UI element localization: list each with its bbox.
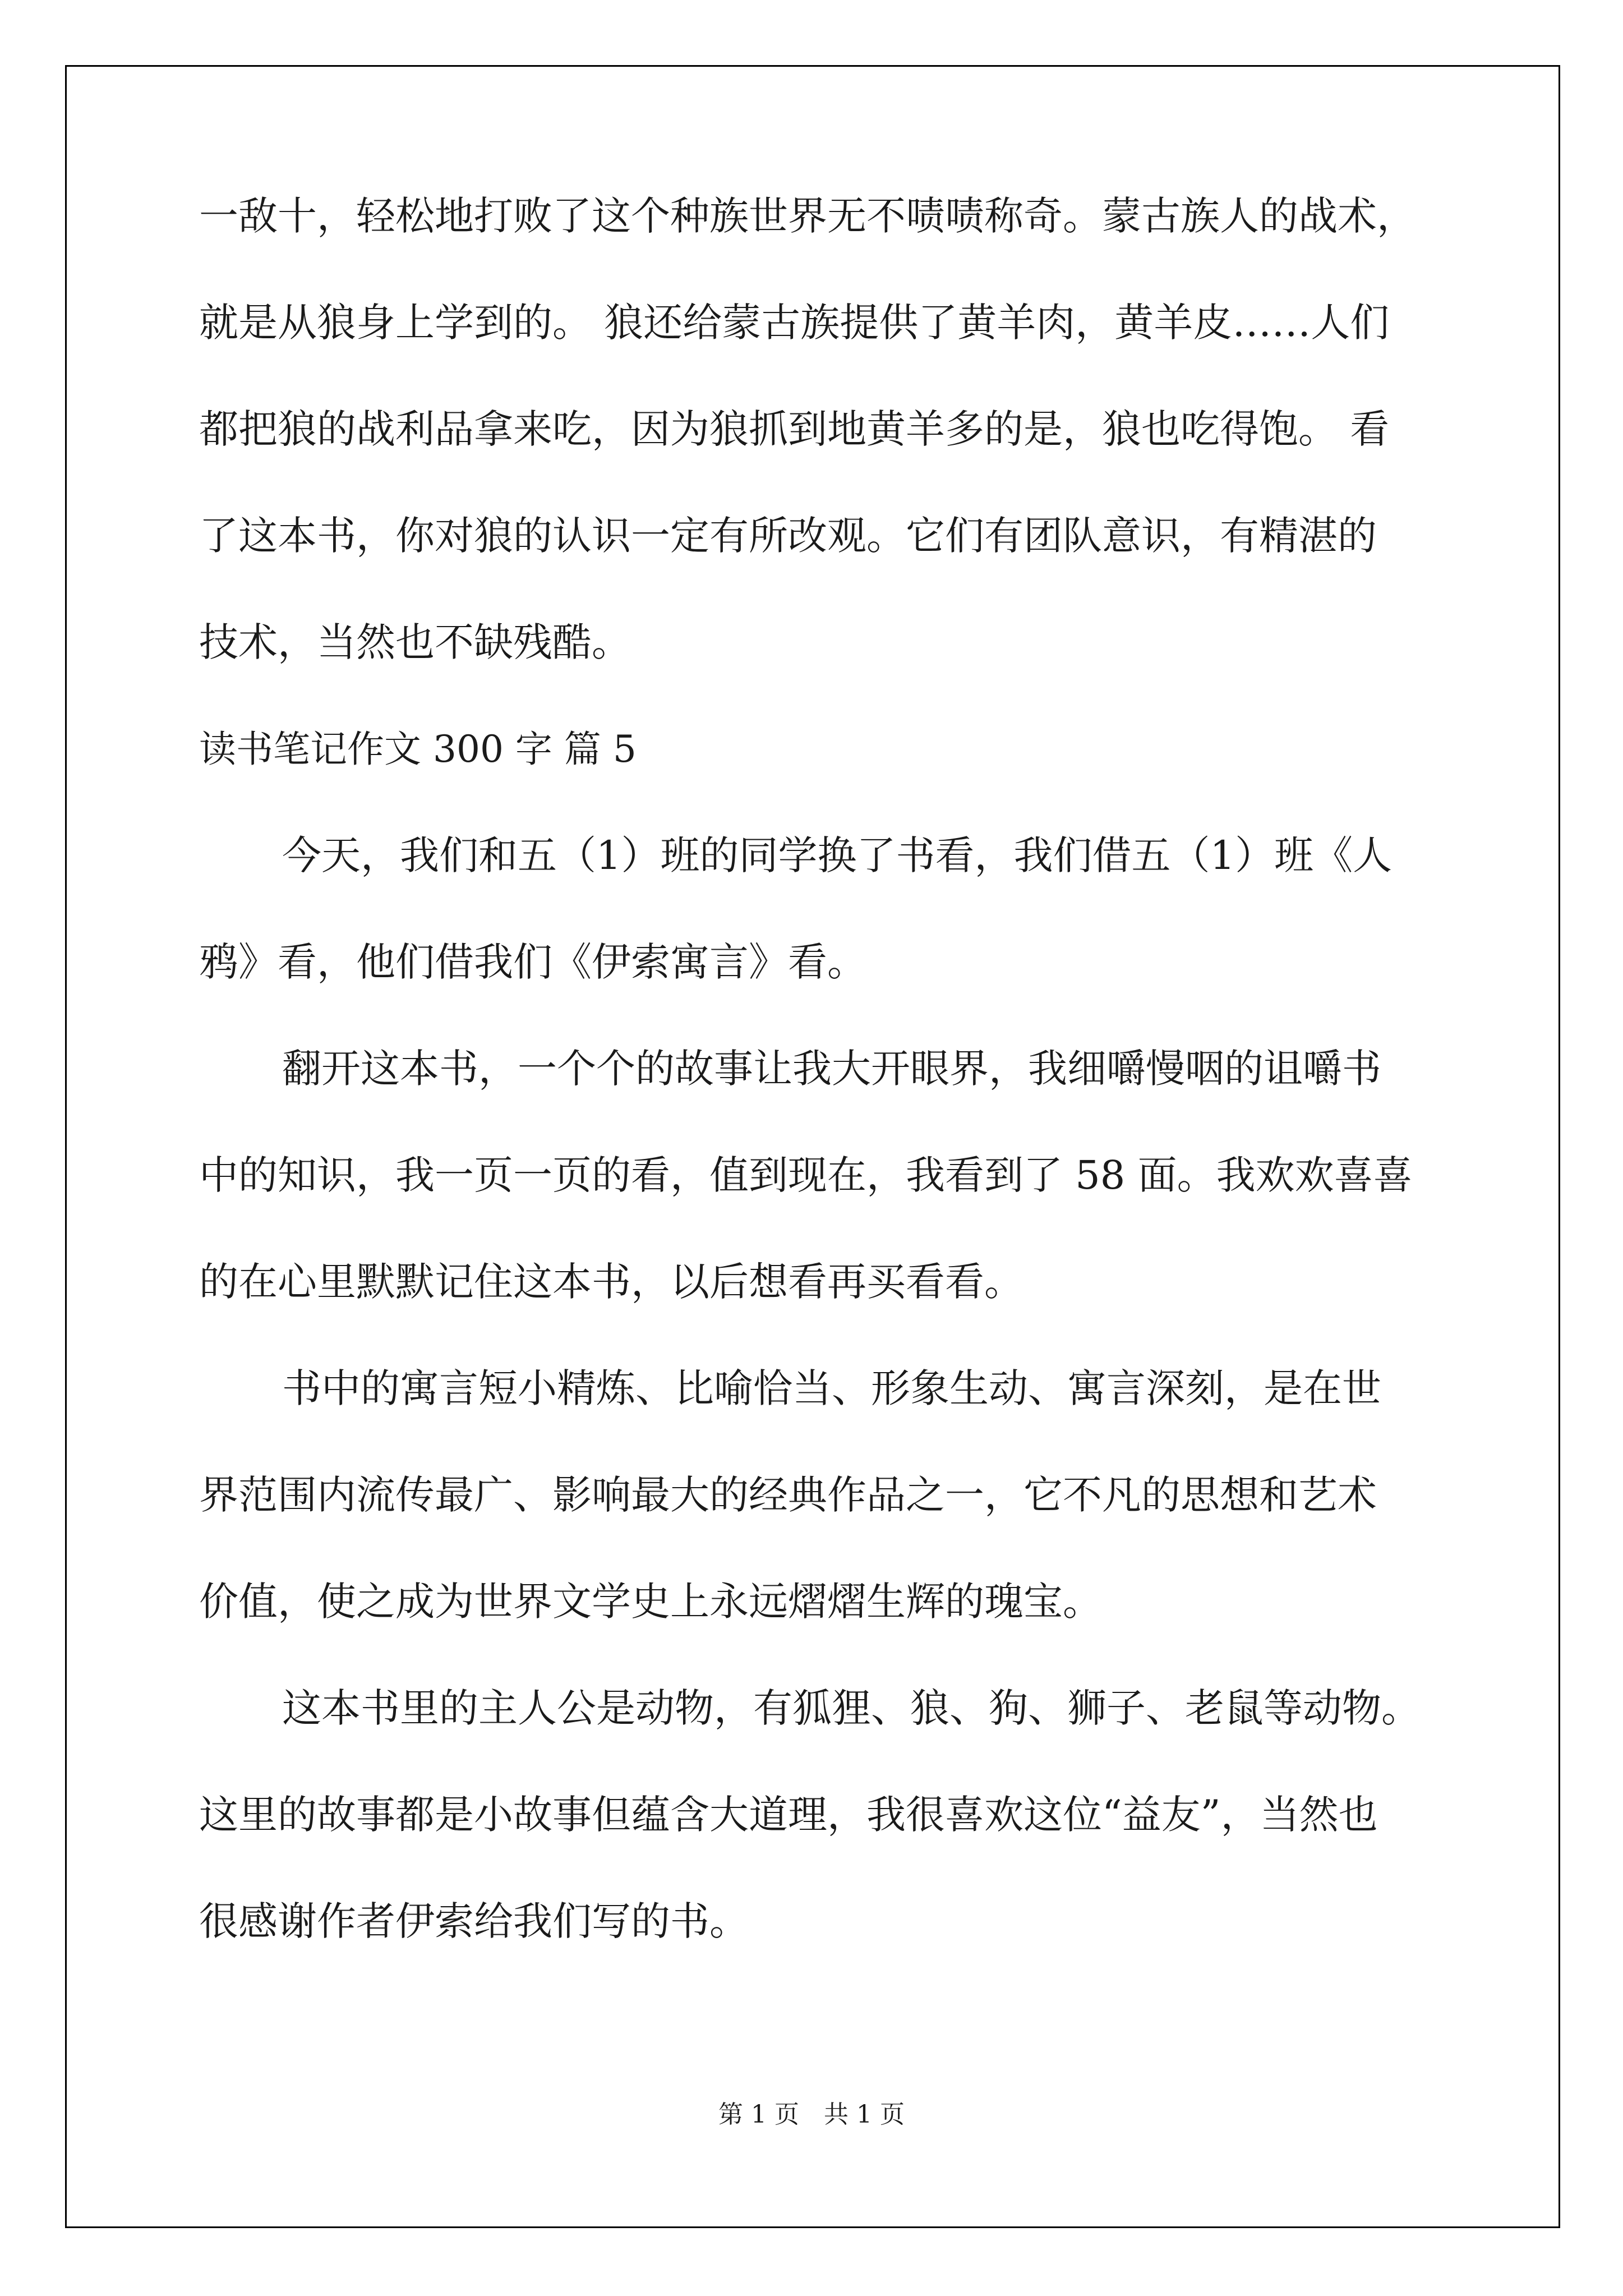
paragraph-line: 一敌十，轻松地打败了这个种族世界无不啧啧称奇。蒙古族人的战术， [199, 193, 1416, 239]
paragraph-line: 翻开这本书，一个个的故事让我大开眼界，我细嚼慢咽的诅嚼书 [282, 1046, 1381, 1092]
paragraph-line: 鸦》看，他们借我们《伊索寓言》看。 [199, 939, 866, 985]
paragraph-line: 这里的故事都是小故事但蕴含大道理，我很喜欢这位“益友”，当然也 [199, 1792, 1378, 1838]
paragraph-line: 就是从狼身上学到的。 狼还给蒙古族提供了黄羊肉，黄羊皮……人们 [199, 300, 1390, 346]
paragraph-line: 的在心里默默记住这本书，以后想看再买看看。 [199, 1259, 1023, 1305]
paragraph-line: 今天，我们和五（1）班的同学换了书看，我们借五（1）班《人 [282, 832, 1393, 878]
paragraph-line: 价值，使之成为世界文学史上永远熠熠生辉的瑰宝。 [199, 1579, 1102, 1625]
paragraph-line: 了这本书，你对狼的认识一定有所改观。它们有团队意识，有精湛的 [199, 513, 1377, 559]
paragraph-line: 这本书里的主人公是动物，有狐狸、狼、狗、狮子、老鼠等动物。 [282, 1685, 1421, 1731]
paragraph-line: 很感谢作者伊索给我们写的书。 [199, 1898, 749, 1944]
paragraph-line: 书中的寓言短小精炼、比喻恰当、形象生动、寓言深刻，是在世 [282, 1365, 1381, 1411]
paragraph-line: 技术，当然也不缺残酷。 [199, 619, 631, 665]
paragraph-line: 界范围内流传最广、影响最大的经典作品之一，它不凡的思想和艺术 [199, 1472, 1377, 1518]
paragraph-line: 中的知识，我一页一页的看，值到现在，我看到了 58 面。我欢欢喜喜 [199, 1152, 1413, 1198]
paragraph-line: 都把狼的战利品拿来吃，因为狼抓到地黄羊多的是，狼也吃得饱。 看 [199, 406, 1390, 452]
page-footer: 第 1 页 共 1 页 [718, 2100, 905, 2129]
section-heading: 读书笔记作文 300 字 篇 5 [199, 728, 637, 771]
